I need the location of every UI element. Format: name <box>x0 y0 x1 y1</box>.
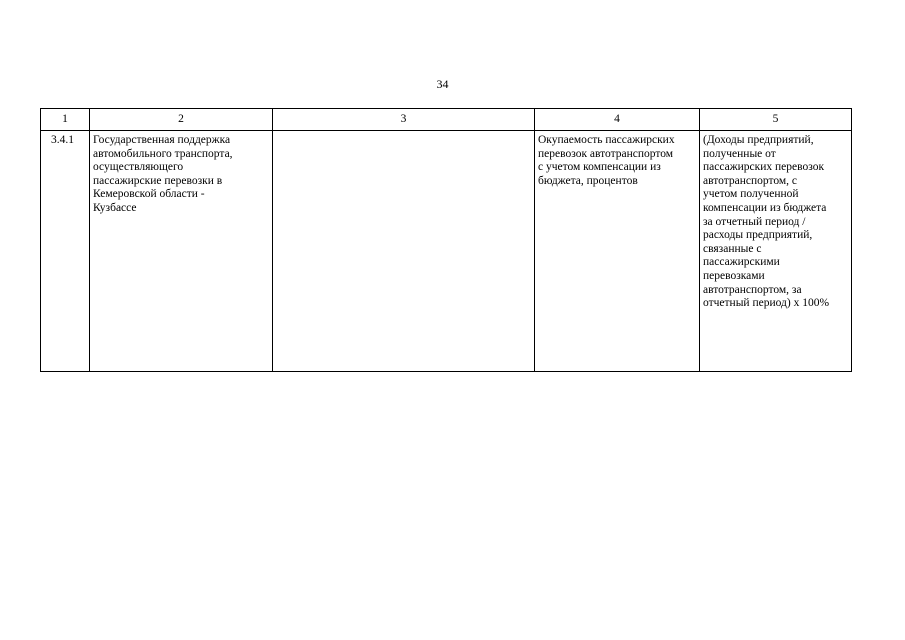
cell-item-number <box>41 131 90 372</box>
measure-name-text: Государственная поддержка автомобильного транспорта, осуществляющего пассажирские перевозки в Кемеровской области - Кузбассе <box>93 134 233 214</box>
indicator-text: Окупаемость пассажирских перевозок автотранспортом с учетом компенсации из бюджета, процентов <box>538 134 675 187</box>
table-header <box>41 109 852 131</box>
header-col-5: 5 <box>700 109 852 131</box>
table-row <box>41 131 852 372</box>
cell-formula <box>700 131 852 372</box>
cell-col-3 <box>273 131 535 372</box>
item-number-text: 3.4.1 <box>51 134 74 146</box>
header-col-4: 4 <box>535 109 700 131</box>
formula-text: (Доходы предприятий, полученные от пассажирских перевозок автотранспортом, с учетом полученной компенсации из бюджета за отчетный период / расходы предприятий, связанные с пассажирскими перевозками автотранспортом, за отчетный период) х 100% <box>703 134 830 310</box>
header-col-3: 3 <box>273 109 535 131</box>
table-body <box>41 131 852 372</box>
header-row <box>41 109 852 131</box>
header-col-1: 1 <box>41 109 90 131</box>
cell-indicator <box>535 131 700 372</box>
indicator-table <box>40 108 852 372</box>
header-col-2: 2 <box>90 109 273 131</box>
cell-measure-name <box>90 131 273 372</box>
page-number: 34 <box>436 77 449 91</box>
